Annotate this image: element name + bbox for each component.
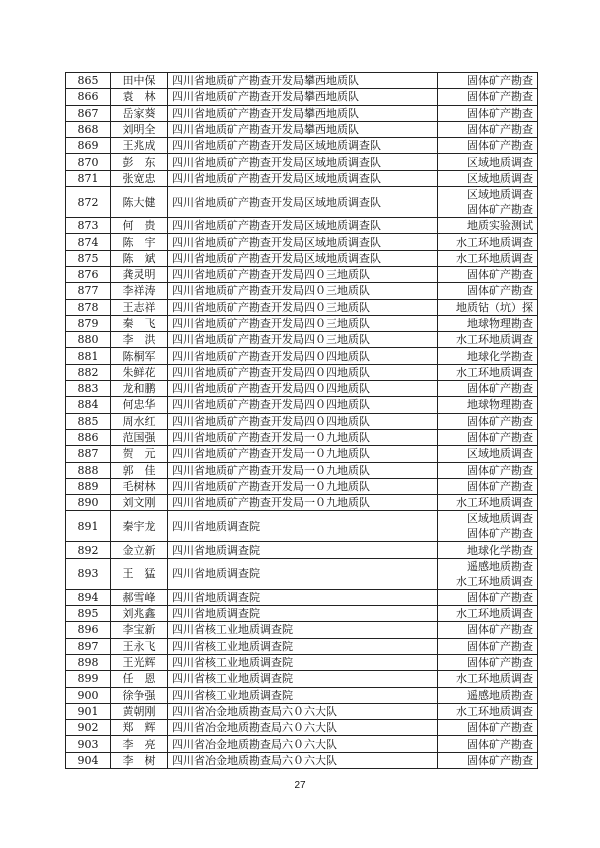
specialty-cell: [438, 495, 538, 511]
table-row: [66, 413, 538, 429]
specialty-line: 固体矿产勘查: [467, 656, 533, 670]
specialty-cell: [438, 687, 538, 703]
person-name-cell: 陈桐军: [111, 348, 168, 364]
person-name-cell: 陈 宇: [111, 234, 168, 250]
row-number-cell: 882: [66, 364, 111, 380]
work-unit-cell: 四川省冶金地质勘查局六０六大队: [168, 752, 438, 768]
specialty-line: 固体矿产勘查: [467, 106, 533, 120]
work-unit-cell: 四川省地质调查院: [168, 606, 438, 622]
person-name-cell: 刘兆鑫: [111, 606, 168, 622]
row-number-cell: 870: [66, 154, 111, 170]
specialty-line: 水工环地质调查: [456, 496, 533, 510]
table-row: [66, 187, 538, 218]
person-name-cell: 彭 东: [111, 154, 168, 170]
specialty-cell: [438, 170, 538, 186]
row-number-cell: 896: [66, 622, 111, 638]
row-number-cell: 873: [66, 218, 111, 234]
specialty-cell: [438, 462, 538, 478]
work-unit-cell: 四川省地质调查院: [168, 589, 438, 605]
person-name-cell: 郑 辉: [111, 720, 168, 736]
specialty-line: 水工环地质调查: [456, 251, 533, 265]
specialty-line: 固体矿产勘查: [467, 623, 533, 637]
table-row: [66, 606, 538, 622]
work-unit-cell: 四川省核工业地质调查院: [168, 671, 438, 687]
specialty-cell: [438, 299, 538, 315]
table-row: [66, 315, 538, 331]
specialty-cell: [438, 429, 538, 445]
work-unit-cell: 四川省地质矿产勘查开发局攀西地质队: [168, 89, 438, 105]
table-row: [66, 105, 538, 121]
person-name-cell: 任 恩: [111, 671, 168, 687]
specialty-line: 固体矿产勘查: [467, 737, 533, 751]
specialty-cell: [438, 558, 538, 589]
specialty-line: 固体矿产勘查: [467, 639, 533, 653]
work-unit-cell: 四川省地质矿产勘查开发局攀西地质队: [168, 105, 438, 121]
table-row: [66, 348, 538, 364]
work-unit-cell: 四川省地质矿产勘查开发局区域地质调查队: [168, 250, 438, 266]
specialty-cell: [438, 703, 538, 719]
specialty-line: 固体矿产勘查: [467, 74, 533, 88]
row-number-cell: 871: [66, 170, 111, 186]
row-number-cell: 866: [66, 89, 111, 105]
person-name-cell: 王 猛: [111, 558, 168, 589]
table-row: [66, 752, 538, 768]
table-row: [66, 73, 538, 89]
table-row: [66, 446, 538, 462]
table-row: [66, 687, 538, 703]
person-name-cell: 周水红: [111, 413, 168, 429]
specialty-line: 固体矿产勘查: [467, 268, 533, 282]
work-unit-cell: 四川省地质矿产勘查开发局四０四地质队: [168, 348, 438, 364]
specialty-cell: [438, 478, 538, 494]
person-name-cell: 秦宇龙: [111, 511, 168, 542]
specialty-cell: [438, 89, 538, 105]
row-number-cell: 875: [66, 250, 111, 266]
table-row: [66, 89, 538, 105]
specialty-cell: [438, 381, 538, 397]
table-row: [66, 736, 538, 752]
work-unit-cell: 四川省地质调查院: [168, 511, 438, 542]
work-unit-cell: 四川省地质矿产勘查开发局四０三地质队: [168, 315, 438, 331]
table-row: [66, 429, 538, 445]
row-number-cell: 894: [66, 589, 111, 605]
person-name-cell: 李 洪: [111, 332, 168, 348]
work-unit-cell: 四川省地质调查院: [168, 558, 438, 589]
person-name-cell: 黄朝刚: [111, 703, 168, 719]
row-number-cell: 904: [66, 752, 111, 768]
row-number-cell: 903: [66, 736, 111, 752]
specialty-line: 固体矿产勘查: [467, 463, 533, 477]
table-row: [66, 558, 538, 589]
specialty-cell: [438, 638, 538, 654]
specialty-line: 固体矿产勘查: [467, 431, 533, 445]
specialty-line: 地球物理勘查: [467, 317, 533, 330]
work-unit-cell: 四川省地质矿产勘查开发局四０四地质队: [168, 397, 438, 413]
specialty-cell: [438, 250, 538, 266]
table-row: [66, 542, 538, 558]
table-row: [66, 154, 538, 170]
specialty-cell: [438, 138, 538, 154]
person-name-cell: 刘文刚: [111, 495, 168, 511]
work-unit-cell: 四川省地质矿产勘查开发局攀西地质队: [168, 73, 438, 89]
row-number-cell: 884: [66, 397, 111, 413]
person-name-cell: 袁 林: [111, 89, 168, 105]
row-number-cell: 893: [66, 558, 111, 589]
work-unit-cell: 四川省地质矿产勘查开发局四０四地质队: [168, 413, 438, 429]
specialty-line: 固体矿产勘查: [467, 527, 533, 541]
specialty-cell: [438, 105, 538, 121]
person-name-cell: 李 亮: [111, 736, 168, 752]
specialty-cell: [438, 218, 538, 234]
work-unit-cell: 四川省冶金地质勘查局六０六大队: [168, 703, 438, 719]
table-row: [66, 654, 538, 670]
specialty-cell: [438, 121, 538, 137]
specialty-cell: [438, 332, 538, 348]
work-unit-cell: 四川省核工业地质调查院: [168, 638, 438, 654]
specialty-line: 水工环地质调查: [456, 607, 533, 621]
specialty-cell: [438, 187, 538, 218]
table-row: [66, 638, 538, 654]
row-number-cell: 892: [66, 542, 111, 558]
row-number-cell: 890: [66, 495, 111, 511]
work-unit-cell: 四川省地质矿产勘查开发局区域地质调查队: [168, 170, 438, 186]
table-row: [66, 589, 538, 605]
row-number-cell: 883: [66, 381, 111, 397]
person-name-cell: 岳家葵: [111, 105, 168, 121]
row-number-cell: 895: [66, 606, 111, 622]
row-number-cell: 879: [66, 315, 111, 331]
specialty-cell: [438, 589, 538, 605]
row-number-cell: 868: [66, 121, 111, 137]
row-number-cell: 881: [66, 348, 111, 364]
specialty-line: 固体矿产勘查: [467, 123, 533, 137]
specialty-cell: [438, 752, 538, 768]
row-number-cell: 865: [66, 73, 111, 89]
work-unit-cell: 四川省核工业地质调查院: [168, 687, 438, 703]
row-number-cell: 897: [66, 638, 111, 654]
person-name-cell: 金立新: [111, 542, 168, 558]
row-number-cell: 902: [66, 720, 111, 736]
table-row: [66, 332, 538, 348]
specialty-cell: [438, 542, 538, 558]
row-number-cell: 898: [66, 654, 111, 670]
specialty-cell: [438, 154, 538, 170]
work-unit-cell: 四川省核工业地质调查院: [168, 654, 438, 670]
work-unit-cell: 四川省核工业地质调查院: [168, 622, 438, 638]
table-row: [66, 250, 538, 266]
work-unit-cell: 四川省地质矿产勘查开发局区域地质调查队: [168, 218, 438, 234]
row-number-cell: 885: [66, 413, 111, 429]
table-row: [66, 364, 538, 380]
specialty-line: 固体矿产勘查: [467, 721, 533, 735]
roster-table: [65, 72, 538, 769]
work-unit-cell: 四川省冶金地质勘查局六０六大队: [168, 736, 438, 752]
person-name-cell: 王志祥: [111, 299, 168, 315]
person-name-cell: 田中保: [111, 73, 168, 89]
table-row: [66, 218, 538, 234]
person-name-cell: 龚灵明: [111, 266, 168, 282]
work-unit-cell: 四川省地质矿产勘查开发局一０九地质队: [168, 462, 438, 478]
specialty-cell: [438, 720, 538, 736]
row-number-cell: 888: [66, 462, 111, 478]
specialty-line: 固体矿产勘查: [467, 753, 533, 767]
row-number-cell: 900: [66, 687, 111, 703]
specialty-line: 固体矿产勘查: [467, 139, 533, 153]
row-number-cell: 880: [66, 332, 111, 348]
person-name-cell: 李 树: [111, 752, 168, 768]
specialty-line: 地质钻（坑）探: [456, 300, 533, 314]
specialty-line: 地球化学勘查: [467, 349, 533, 363]
specialty-line: 区域地质调查: [467, 447, 533, 461]
specialty-cell: [438, 446, 538, 462]
specialty-line: 固体矿产勘查: [467, 382, 533, 396]
specialty-line: 水工环地质调查: [456, 365, 533, 379]
specialty-cell: [438, 736, 538, 752]
specialty-line: 区域地质调查: [467, 155, 533, 169]
table-row: [66, 283, 538, 299]
row-number-cell: 876: [66, 266, 111, 282]
work-unit-cell: 四川省冶金地质勘查局六０六大队: [168, 720, 438, 736]
work-unit-cell: 四川省地质矿产勘查开发局四０三地质队: [168, 266, 438, 282]
table-row: [66, 234, 538, 250]
specialty-cell: [438, 73, 538, 89]
specialty-line: 固体矿产勘查: [467, 414, 533, 428]
specialty-line: 区域地质调查: [467, 171, 533, 185]
table-row: [66, 462, 538, 478]
row-number-cell: 899: [66, 671, 111, 687]
person-name-cell: 王兆成: [111, 138, 168, 154]
person-name-cell: 郭 佳: [111, 462, 168, 478]
work-unit-cell: 四川省地质矿产勘查开发局攀西地质队: [168, 121, 438, 137]
work-unit-cell: 四川省地质矿产勘查开发局区域地质调查队: [168, 138, 438, 154]
work-unit-cell: 四川省地质矿产勘查开发局四０三地质队: [168, 299, 438, 315]
specialty-line: 区域地质调查: [467, 188, 533, 202]
specialty-line: 水工环地质调查: [456, 235, 533, 249]
table-row: [66, 299, 538, 315]
person-name-cell: 范国强: [111, 429, 168, 445]
work-unit-cell: 四川省地质矿产勘查开发局区域地质调查队: [168, 154, 438, 170]
work-unit-cell: 四川省地质矿产勘查开发局四０三地质队: [168, 283, 438, 299]
table-row: [66, 703, 538, 719]
table-row: [66, 397, 538, 413]
work-unit-cell: 四川省地质矿产勘查开发局四０四地质队: [168, 364, 438, 380]
person-name-cell: 李宝新: [111, 622, 168, 638]
work-unit-cell: 四川省地质矿产勘查开发局四０三地质队: [168, 332, 438, 348]
person-name-cell: 李祥涛: [111, 283, 168, 299]
specialty-line: 固体矿产勘查: [467, 590, 533, 604]
work-unit-cell: 四川省地质矿产勘查开发局一０九地质队: [168, 478, 438, 494]
row-number-cell: 877: [66, 283, 111, 299]
row-number-cell: 889: [66, 478, 111, 494]
row-number-cell: 901: [66, 703, 111, 719]
table-row: [66, 495, 538, 511]
row-number-cell: 891: [66, 511, 111, 542]
specialty-cell: [438, 348, 538, 364]
work-unit-cell: 四川省地质矿产勘查开发局一０九地质队: [168, 446, 438, 462]
person-name-cell: 张宽忠: [111, 170, 168, 186]
table-row: [66, 478, 538, 494]
specialty-line: 固体矿产勘查: [467, 284, 533, 298]
person-name-cell: 何忠华: [111, 397, 168, 413]
specialty-line: 固体矿产勘查: [467, 90, 533, 104]
specialty-cell: [438, 511, 538, 542]
specialty-line: 水工环地质调查: [456, 333, 533, 347]
person-name-cell: 何 贵: [111, 218, 168, 234]
page-number: 27: [294, 780, 306, 791]
table-row: [66, 266, 538, 282]
specialty-line: 遥感地质勘查: [467, 688, 533, 702]
person-name-cell: 王光辉: [111, 654, 168, 670]
specialty-cell: [438, 622, 538, 638]
table-row: [66, 170, 538, 186]
person-name-cell: 毛树林: [111, 478, 168, 494]
specialty-line: 地球化学勘查: [467, 543, 533, 557]
table-row: [66, 671, 538, 687]
work-unit-cell: 四川省地质调查院: [168, 542, 438, 558]
specialty-line: 水工环地质调查: [456, 672, 533, 686]
specialty-line: 地质实验测试: [467, 219, 533, 233]
row-number-cell: 874: [66, 234, 111, 250]
row-number-cell: 867: [66, 105, 111, 121]
specialty-line: 地球物理勘查: [467, 398, 533, 412]
specialty-cell: [438, 266, 538, 282]
table-row: [66, 622, 538, 638]
table-row: [66, 121, 538, 137]
specialty-cell: [438, 315, 538, 331]
table-row: [66, 381, 538, 397]
specialty-cell: [438, 413, 538, 429]
roster-body: [66, 73, 538, 769]
work-unit-cell: 四川省地质矿产勘查开发局一０九地质队: [168, 495, 438, 511]
specialty-line: 固体矿产勘查: [467, 479, 533, 493]
person-name-cell: 陈大健: [111, 187, 168, 218]
specialty-cell: [438, 364, 538, 380]
row-number-cell: 887: [66, 446, 111, 462]
row-number-cell: 869: [66, 138, 111, 154]
person-name-cell: 郝雪峰: [111, 589, 168, 605]
person-name-cell: 陈 斌: [111, 250, 168, 266]
person-name-cell: 刘明全: [111, 121, 168, 137]
table-row: [66, 720, 538, 736]
row-number-cell: 872: [66, 187, 111, 218]
table-row: [66, 138, 538, 154]
person-name-cell: 王永飞: [111, 638, 168, 654]
row-number-cell: 886: [66, 429, 111, 445]
specialty-line: 固体矿产勘查: [467, 203, 533, 217]
work-unit-cell: 四川省地质矿产勘查开发局区域地质调查队: [168, 187, 438, 218]
table-row: [66, 511, 538, 542]
specialty-cell: [438, 671, 538, 687]
specialty-cell: [438, 397, 538, 413]
specialty-line: 水工环地质调查: [456, 704, 533, 718]
work-unit-cell: 四川省地质矿产勘查开发局区域地质调查队: [168, 234, 438, 250]
person-name-cell: 秦 飞: [111, 315, 168, 331]
person-name-cell: 龙和鹏: [111, 381, 168, 397]
specialty-line: 遥感地质勘查: [467, 559, 533, 573]
work-unit-cell: 四川省地质矿产勘查开发局一０九地质队: [168, 429, 438, 445]
specialty-line: 水工环地质调查: [456, 574, 533, 588]
row-number-cell: 878: [66, 299, 111, 315]
specialty-cell: [438, 234, 538, 250]
specialty-cell: [438, 283, 538, 299]
person-name-cell: 朱鲜花: [111, 364, 168, 380]
specialty-cell: [438, 606, 538, 622]
specialty-line: 区域地质调查: [467, 512, 533, 526]
work-unit-cell: 四川省地质矿产勘查开发局四０四地质队: [168, 381, 438, 397]
person-name-cell: 徐争强: [111, 687, 168, 703]
specialty-cell: [438, 654, 538, 670]
person-name-cell: 贺 元: [111, 446, 168, 462]
